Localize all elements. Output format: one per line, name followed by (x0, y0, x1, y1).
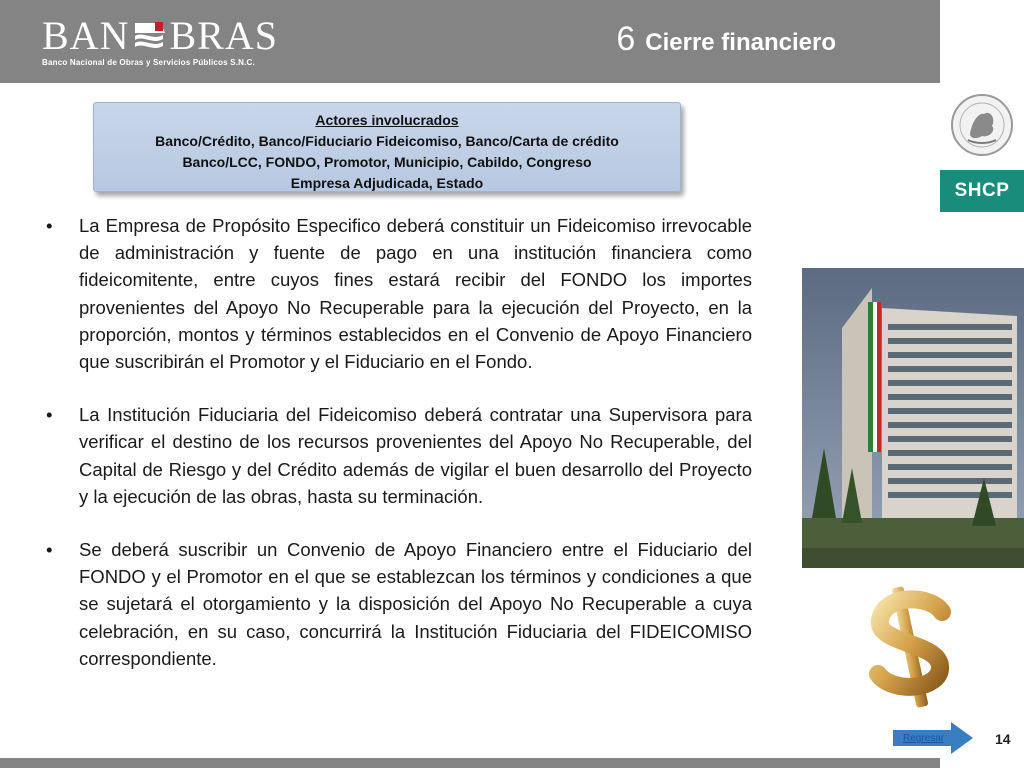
bullet-item (42, 401, 752, 510)
regresar-link[interactable]: Regresar (903, 733, 945, 744)
header-bar (0, 0, 940, 83)
bullet-item (42, 212, 752, 375)
bullet-icon: • (46, 215, 53, 236)
banobras-logo (42, 13, 278, 67)
shcp-badge: SHCP (940, 170, 1024, 212)
logo-text-right: BRAS (169, 13, 278, 58)
footer-bar (0, 758, 940, 768)
dollar-sign-icon (856, 582, 971, 712)
bullet-text: La Empresa de Propósito Especifico deberá constituir un Fideicomiso irrevocable de administración y fuente de pago en una institución financiera como fideicomitente, entre cuyos fines estará recibir del FONDO los importes provenientes del Apoyo No Recuperable para la ejecución del Proyecto, en la proporción, montos y términos establecidos en el Convenio de Apoyo Financiero que suscribirán el Promotor y el Fiduciario en el Fondo. (79, 215, 752, 373)
bullet-item (42, 536, 752, 672)
logo-text-left: BAN (42, 13, 130, 58)
actors-line: Banco/LCC, FONDO, Promotor, Municipio, Cabildo, Congreso (182, 154, 592, 170)
bullet-text: La Institución Fiduciaria del Fideicomiso deberá contratar una Supervisora para verificar el destino de los recursos provenientes del Apoyo No Recuperable, del Capital de Riesgo y del Crédito además de vigilar el buen desarrollo del Proyecto y la ejecución de las obras, hasta su terminación. (79, 404, 752, 507)
logo-subtitle: Banco Nacional de Obras y Servicios Públicos S.N.C. (42, 58, 255, 67)
bullet-icon: • (46, 539, 53, 561)
bullet-icon: • (46, 404, 53, 426)
slide-number: 6 (616, 20, 636, 58)
actors-line: Banco/Crédito, Banco/Fiduciario Fideicomiso, Banco/Carta de crédito (155, 133, 619, 149)
banobras-emblem-icon (131, 19, 167, 53)
bullet-text: Se deberá suscribir un Convenio de Apoyo Financiero entre el Fiduciario del FONDO y el Promotor en el que se establezcan los términos y condiciones a que se sujetará el otorgamiento y la disposición del Apoyo No Recuperable a cuya celebración, en su caso, concurrirá la Institución Fiduciaria del FIDEICOMISO correspondiente. (79, 539, 752, 669)
building-photo (802, 268, 1024, 568)
actors-title: Actores involucrados (315, 112, 459, 128)
bullet-list (42, 212, 752, 698)
actors-box (93, 102, 681, 192)
actors-line: Empresa Adjudicada, Estado (290, 175, 484, 191)
slide-title-text: Cierre financiero (645, 29, 836, 56)
page-number: 14 (995, 731, 1011, 747)
slide-title (616, 20, 836, 59)
mexico-seal-icon (950, 90, 1014, 160)
